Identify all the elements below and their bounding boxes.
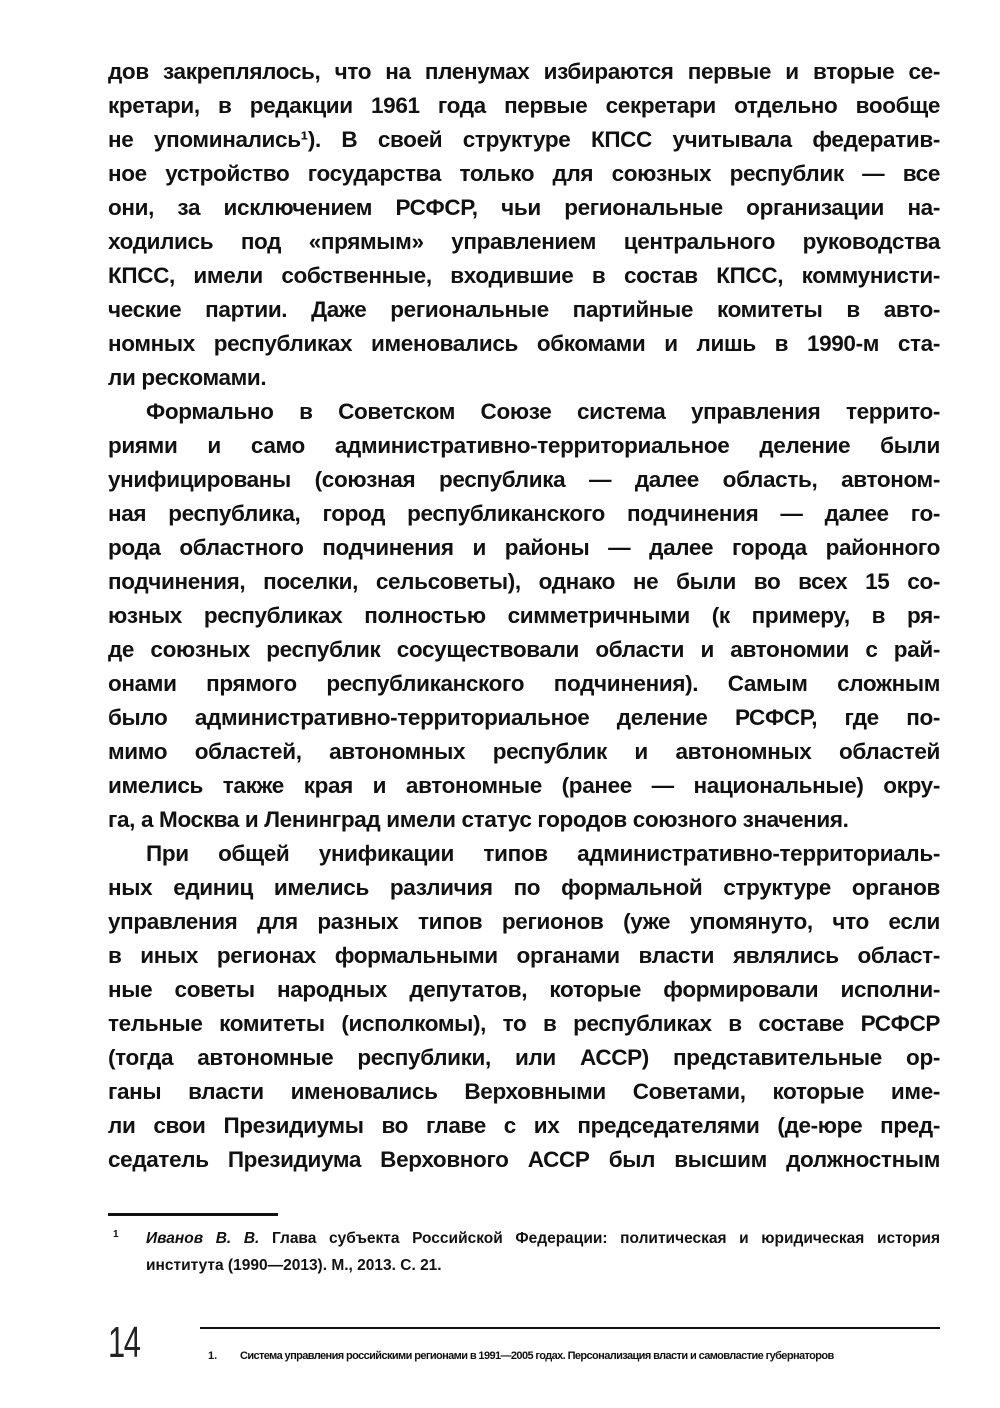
- text-line: кретари, в редакции 1961 года первые секретари отдельно вообще: [108, 93, 940, 118]
- text-line: управления для разных типов регионов (уже упомянуто, что если: [108, 909, 940, 934]
- text-line: ли свои Президиумы во главе с их председателями (де-юре пред-: [108, 1113, 940, 1138]
- paragraph: [108, 837, 940, 1177]
- text-line: ное устройство государства только для союзных республик — все: [108, 161, 940, 186]
- text-line: га, а Москва и Ленинград имели статус городов союзного значения.: [108, 807, 849, 832]
- text-line: ходились под «прямым» управлением центрального руководства: [108, 229, 940, 254]
- text-line: ная республика, город республиканского подчинения — далее го-: [108, 501, 940, 526]
- text-line: они, за исключением РСФСР, чьи региональные организации на-: [108, 195, 940, 220]
- footnote-author: Иванов В. В.: [146, 1230, 260, 1247]
- text-line: тельные комитеты (исполкомы), то в республиках в составе РСФСР: [108, 1011, 940, 1036]
- running-footer-title: Система управления российскими регионами в 1991—2005 годах. Персонализация власти и самовластие губернаторов: [240, 1350, 834, 1362]
- text-line: было административно-территориальное деление РСФСР, где по-: [108, 705, 940, 730]
- text-line: дов закреплялось, что на пленумах избираются первые и вторые се-: [108, 59, 940, 84]
- text-line: риями и само административно-территориальное деление были: [108, 433, 940, 458]
- paragraph: [108, 395, 940, 837]
- text-line: При общей унификации типов административно-территориаль-: [146, 841, 940, 866]
- text-line: в иных регионах формальными органами власти являлись област-: [108, 943, 940, 968]
- text-line: (тогда автономные республики, или АССР) представительные ор-: [108, 1045, 940, 1070]
- text-line: онами прямого республиканского подчинения). Самым сложным: [108, 671, 940, 696]
- text-line: мимо областей, автономных республик и автономных областей: [108, 739, 940, 764]
- text-line: ческие партии. Даже региональные партийные комитеты в авто-: [108, 297, 940, 322]
- text-line: ганы власти именовались Верховными Советами, которые име-: [108, 1079, 940, 1104]
- text-line: ных единиц имелись различия по формальной структуре органов: [108, 875, 940, 900]
- page-number: 14: [108, 1318, 140, 1367]
- body-text: [108, 55, 940, 1177]
- footnote-line: [146, 1225, 940, 1252]
- paragraph: [108, 55, 940, 395]
- text-line: ные советы народных депутатов, которые формировали исполни-: [108, 977, 940, 1002]
- footnote: [108, 1225, 940, 1279]
- footnote-line: института (1990—2013). М., 2013. С. 21.: [146, 1257, 442, 1274]
- chapter-number: 1.: [208, 1350, 218, 1362]
- text-line: юзных республиках полностью симметричными (к примеру, в ря-: [108, 603, 940, 628]
- footnote-mark: 1: [113, 1229, 119, 1240]
- text-line: рода областного подчинения и районы — далее города районного: [108, 535, 940, 560]
- text-line: номных республиках именовались обкомами и лишь в 1990-м ста-: [108, 331, 940, 356]
- text-line: седатель Президиума Верховного АССР был высшим должностным: [108, 1147, 940, 1172]
- text-line: унифицированы (союзная республика — далее область, автоном-: [108, 467, 940, 492]
- footnote-divider: [108, 1213, 278, 1216]
- text-line: подчинения, поселки, сельсоветы), однако не были во всех 15 со-: [108, 569, 940, 594]
- text-line: ли рескомами.: [108, 365, 267, 390]
- footer-divider: [200, 1327, 940, 1329]
- text-line: не упоминались¹). В своей структуре КПСС учитывала федератив-: [108, 127, 940, 152]
- text-line: де союзных республик сосуществовали области и автономии с рай-: [108, 637, 940, 662]
- text-line: Формально в Советском Союзе система управления террито-: [146, 399, 940, 424]
- text-line: имелись также края и автономные (ранее — национальные) окру-: [108, 773, 940, 798]
- text-line: КПСС, имели собственные, входившие в состав КПСС, коммунисти-: [108, 263, 940, 288]
- footnote-title: Глава субъекта Российской Федерации: политическая и юридическая история: [271, 1230, 940, 1247]
